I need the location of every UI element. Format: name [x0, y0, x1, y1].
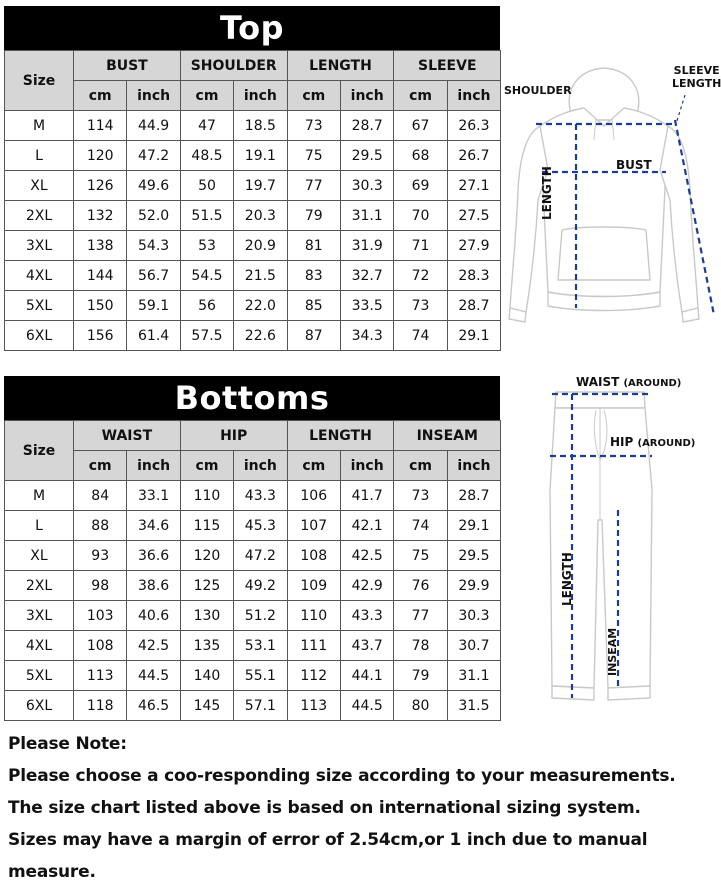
measurement-cell: 42.1: [340, 511, 393, 541]
measurement-cell: 80: [394, 691, 447, 721]
measurement-cell: 53.1: [234, 631, 287, 661]
measurement-cell: 67: [394, 111, 447, 141]
measurement-cell: 70: [394, 201, 447, 231]
unit-header: cm: [74, 81, 127, 111]
table-row: [5, 111, 501, 141]
measurement-cell: 113: [287, 691, 340, 721]
group-header-length: LENGTH: [287, 51, 394, 81]
measurement-cell: 98: [74, 571, 127, 601]
measurement-cell: 38.6: [127, 571, 180, 601]
measurement-cell: 43.7: [340, 631, 393, 661]
unit-header: inch: [447, 81, 500, 111]
table-row: [5, 141, 501, 171]
measurement-cell: 42.9: [340, 571, 393, 601]
size-cell: 3XL: [5, 601, 74, 631]
measurement-cell: 19.1: [234, 141, 287, 171]
measurement-cell: 54.3: [127, 231, 180, 261]
hoodie-illustration: [500, 60, 720, 350]
measurement-cell: 77: [287, 171, 340, 201]
unit-header: cm: [287, 81, 340, 111]
measurement-cell: 26.3: [447, 111, 500, 141]
measurement-cell: 68: [394, 141, 447, 171]
hip-label: [610, 435, 695, 449]
top-size-chart: [4, 6, 500, 351]
unit-header: cm: [180, 451, 233, 481]
hip-label-text: HIP: [610, 435, 634, 449]
table-row: [5, 261, 501, 291]
unit-header: cm: [394, 451, 447, 481]
measurement-cell: 22.0: [234, 291, 287, 321]
measurement-cell: 110: [180, 481, 233, 511]
measurement-cell: 71: [394, 231, 447, 261]
note-line: The size chart listed above is based on international sizing system.: [8, 798, 641, 818]
measurement-cell: 29.9: [447, 571, 500, 601]
unit-header: cm: [287, 451, 340, 481]
measurement-cell: 74: [394, 511, 447, 541]
size-cell: 2XL: [5, 571, 74, 601]
waist-label: [576, 375, 681, 389]
measurement-cell: 150: [74, 291, 127, 321]
measurement-cell: 84: [74, 481, 127, 511]
measurement-cell: 81: [287, 231, 340, 261]
inseam-label: INSEAM: [606, 627, 619, 676]
group-header-waist: WAIST: [74, 421, 181, 451]
measurement-cell: 36.6: [127, 541, 180, 571]
measurement-cell: 28.7: [447, 481, 500, 511]
group-header-hip: HIP: [180, 421, 287, 451]
note-line: Please choose a coo-responding size according to your measurements.: [8, 766, 676, 786]
bottoms-size-chart: [4, 376, 500, 721]
unit-header: cm: [74, 451, 127, 481]
measurement-cell: 103: [74, 601, 127, 631]
measurement-cell: 20.3: [234, 201, 287, 231]
measurement-cell: 31.1: [340, 201, 393, 231]
measurement-cell: 108: [74, 631, 127, 661]
measurement-cell: 79: [394, 661, 447, 691]
waist-label-text: WAIST: [576, 375, 620, 389]
measurement-cell: 30.7: [447, 631, 500, 661]
shoulder-label: SHOULDER: [504, 84, 572, 97]
measurement-cell: 73: [287, 111, 340, 141]
measurement-cell: 112: [287, 661, 340, 691]
measurement-cell: 115: [180, 511, 233, 541]
measurement-cell: 41.7: [340, 481, 393, 511]
measurement-cell: 87: [287, 321, 340, 351]
length-label: LENGTH: [560, 552, 574, 606]
size-cell: 4XL: [5, 631, 74, 661]
measurement-cell: 57.5: [180, 321, 233, 351]
unit-header: inch: [127, 81, 180, 111]
measurement-cell: 108: [287, 541, 340, 571]
measurement-cell: 29.1: [447, 321, 500, 351]
measurement-cell: 75: [287, 141, 340, 171]
measurement-cell: 30.3: [447, 601, 500, 631]
measurement-cell: 61.4: [127, 321, 180, 351]
measurement-cell: 56.7: [127, 261, 180, 291]
measurement-cell: 48.5: [180, 141, 233, 171]
measurement-cell: 111: [287, 631, 340, 661]
measurement-cell: 49.6: [127, 171, 180, 201]
measurement-cell: 130: [180, 601, 233, 631]
table-row: [5, 571, 501, 601]
measurement-cell: 75: [394, 541, 447, 571]
measurement-cell: 138: [74, 231, 127, 261]
table-row: [5, 601, 501, 631]
size-cell: 6XL: [5, 691, 74, 721]
measurement-cell: 47.2: [127, 141, 180, 171]
top-size-table: [4, 50, 501, 351]
table-row: [5, 481, 501, 511]
measurement-cell: 40.6: [127, 601, 180, 631]
size-cell: XL: [5, 541, 74, 571]
table-row: [5, 661, 501, 691]
measurement-cell: 46.5: [127, 691, 180, 721]
measurement-cell: 28.3: [447, 261, 500, 291]
measurement-cell: 27.9: [447, 231, 500, 261]
measurement-cell: 27.5: [447, 201, 500, 231]
measurement-cell: 43.3: [234, 481, 287, 511]
measurement-cell: 59.1: [127, 291, 180, 321]
measurement-cell: 42.5: [340, 541, 393, 571]
measurement-cell: 69: [394, 171, 447, 201]
table-row: [5, 691, 501, 721]
measurement-cell: 18.5: [234, 111, 287, 141]
measurement-cell: 109: [287, 571, 340, 601]
measurement-cell: 73: [394, 481, 447, 511]
measurement-cell: 44.5: [340, 691, 393, 721]
measurement-cell: 51.5: [180, 201, 233, 231]
measurement-cell: 27.1: [447, 171, 500, 201]
table-row: [5, 541, 501, 571]
measurement-cell: 28.7: [340, 111, 393, 141]
measurement-cell: 88: [74, 511, 127, 541]
bottoms-size-table: [4, 420, 501, 721]
unit-header: cm: [394, 81, 447, 111]
measurement-cell: 83: [287, 261, 340, 291]
measurement-cell: 29.5: [340, 141, 393, 171]
measurement-cell: 135: [180, 631, 233, 661]
table-row: [5, 291, 501, 321]
table-row: [5, 171, 501, 201]
measurement-cell: 74: [394, 321, 447, 351]
measurement-cell: 145: [180, 691, 233, 721]
bust-label: BUST: [616, 158, 652, 172]
group-header-sleeve: SLEEVE: [394, 51, 501, 81]
measurement-cell: 110: [287, 601, 340, 631]
size-cell: M: [5, 481, 74, 511]
unit-header: inch: [340, 451, 393, 481]
measurement-cell: 20.9: [234, 231, 287, 261]
size-cell: M: [5, 111, 74, 141]
measurement-cell: 21.5: [234, 261, 287, 291]
measurement-cell: 73: [394, 291, 447, 321]
unit-header: inch: [340, 81, 393, 111]
measurement-cell: 47.2: [234, 541, 287, 571]
unit-header: inch: [234, 451, 287, 481]
measurement-cell: 77: [394, 601, 447, 631]
unit-header: cm: [180, 81, 233, 111]
measurement-cell: 52.0: [127, 201, 180, 231]
measurement-cell: 31.5: [447, 691, 500, 721]
size-column-header: Size: [5, 421, 74, 481]
measurement-cell: 43.3: [340, 601, 393, 631]
size-column-header: Size: [5, 51, 74, 111]
sleeve-label-line-1: SLEEVE: [673, 64, 720, 77]
group-header-shoulder: SHOULDER: [180, 51, 287, 81]
measurement-cell: 79: [287, 201, 340, 231]
length-label: LENGTH: [540, 166, 554, 220]
measurement-cell: 85: [287, 291, 340, 321]
table-row: [5, 201, 501, 231]
measurement-cell: 19.7: [234, 171, 287, 201]
measurement-cell: 33.1: [127, 481, 180, 511]
measurement-cell: 55.1: [234, 661, 287, 691]
size-cell: 6XL: [5, 321, 74, 351]
measurement-cell: 114: [74, 111, 127, 141]
unit-header: inch: [127, 451, 180, 481]
measurement-cell: 120: [74, 141, 127, 171]
measurement-cell: 76: [394, 571, 447, 601]
measurement-cell: 120: [180, 541, 233, 571]
group-header-bust: BUST: [74, 51, 181, 81]
measurement-cell: 125: [180, 571, 233, 601]
size-cell: L: [5, 511, 74, 541]
measurement-cell: 49.2: [234, 571, 287, 601]
size-cell: 5XL: [5, 291, 74, 321]
measurement-cell: 26.7: [447, 141, 500, 171]
measurement-cell: 106: [287, 481, 340, 511]
size-cell: 2XL: [5, 201, 74, 231]
notes-heading: Please Note:: [8, 734, 127, 754]
bottoms-chart-title: Bottoms: [4, 376, 500, 420]
measurement-cell: 51.2: [234, 601, 287, 631]
top-chart-title: Top: [4, 6, 500, 50]
table-row: [5, 321, 501, 351]
measurement-cell: 93: [74, 541, 127, 571]
measurement-cell: 132: [74, 201, 127, 231]
measurement-cell: 42.5: [127, 631, 180, 661]
measurement-cell: 56: [180, 291, 233, 321]
measurement-cell: 31.9: [340, 231, 393, 261]
measurement-cell: 30.3: [340, 171, 393, 201]
measurement-cell: 29.1: [447, 511, 500, 541]
measurement-cell: 45.3: [234, 511, 287, 541]
measurement-cell: 78: [394, 631, 447, 661]
waist-label-note: (AROUND): [623, 378, 682, 389]
measurement-cell: 72: [394, 261, 447, 291]
measurement-cell: 107: [287, 511, 340, 541]
measurement-cell: 33.5: [340, 291, 393, 321]
size-cell: 4XL: [5, 261, 74, 291]
measurement-cell: 57.1: [234, 691, 287, 721]
table-row: [5, 511, 501, 541]
sleeve-length-label: [672, 64, 721, 90]
pants-measurement-diagram: [500, 370, 720, 715]
measurement-cell: 47: [180, 111, 233, 141]
size-cell: 3XL: [5, 231, 74, 261]
measurement-cell: 113: [74, 661, 127, 691]
notes-section: [8, 728, 718, 888]
measurement-cell: 28.7: [447, 291, 500, 321]
measurement-cell: 144: [74, 261, 127, 291]
size-cell: 5XL: [5, 661, 74, 691]
measurement-cell: 53: [180, 231, 233, 261]
size-cell: XL: [5, 171, 74, 201]
group-header-length: LENGTH: [287, 421, 394, 451]
measurement-cell: 22.6: [234, 321, 287, 351]
note-line: Sizes may have a margin of error of 2.54cm,or 1 inch due to manual measure.: [8, 830, 648, 882]
measurement-cell: 31.1: [447, 661, 500, 691]
measurement-cell: 50: [180, 171, 233, 201]
measurement-cell: 54.5: [180, 261, 233, 291]
measurement-cell: 118: [74, 691, 127, 721]
measurement-cell: 140: [180, 661, 233, 691]
measurement-cell: 44.5: [127, 661, 180, 691]
size-cell: L: [5, 141, 74, 171]
sleeve-label-line-2: LENGTH: [672, 77, 721, 90]
measurement-cell: 34.6: [127, 511, 180, 541]
measurement-cell: 34.3: [340, 321, 393, 351]
table-row: [5, 631, 501, 661]
measurement-cell: 44.1: [340, 661, 393, 691]
hip-label-note: (AROUND): [637, 438, 696, 449]
hoodie-measurement-diagram: [500, 60, 720, 350]
unit-header: inch: [234, 81, 287, 111]
measurement-cell: 44.9: [127, 111, 180, 141]
measurement-cell: 126: [74, 171, 127, 201]
measurement-cell: 156: [74, 321, 127, 351]
group-header-inseam: INSEAM: [394, 421, 501, 451]
measurement-cell: 32.7: [340, 261, 393, 291]
measurement-cell: 29.5: [447, 541, 500, 571]
unit-header: inch: [447, 451, 500, 481]
table-row: [5, 231, 501, 261]
